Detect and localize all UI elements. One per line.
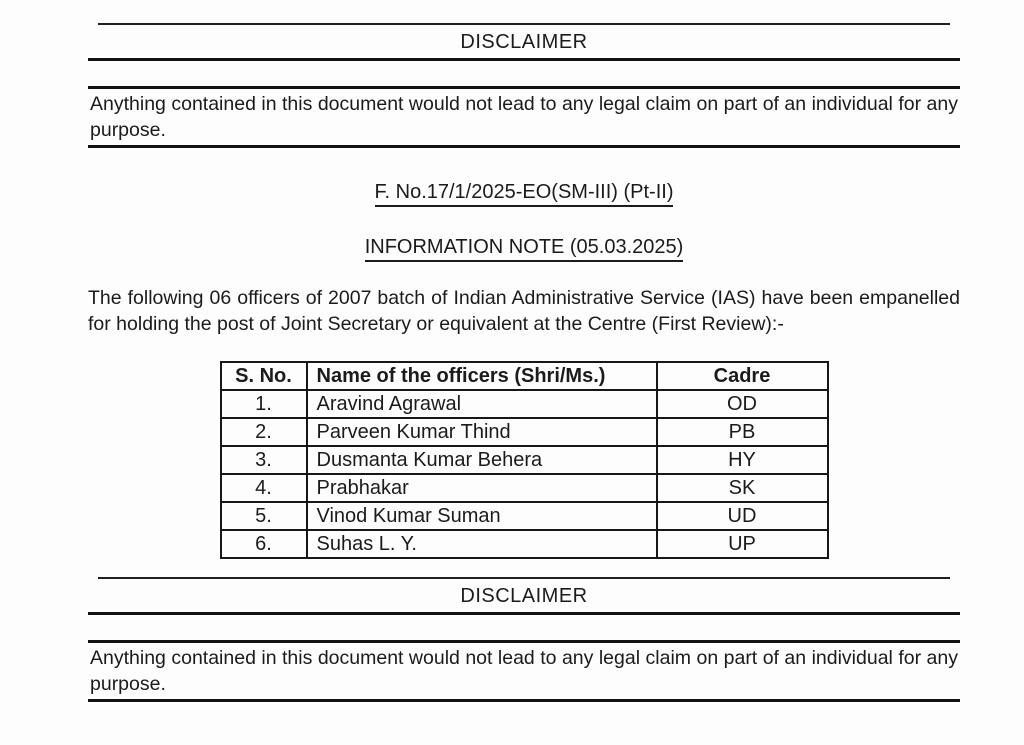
cell-name: Dusmanta Kumar Behera	[307, 446, 657, 474]
table-header-row	[221, 362, 828, 390]
spacer	[88, 61, 960, 86]
disclaimer-block-top	[88, 23, 960, 148]
information-note-heading	[88, 236, 960, 259]
cell-cadre: UP	[657, 530, 828, 558]
disclaimer-body: Anything contained in this document would not lead to any legal claim on part of an individual for any purpose.	[90, 647, 958, 695]
intro-paragraph: The following 06 officers of 2007 batch of Indian Administrative Service (IAS) have been empanelled for holding the post of Joint Secretary or equivalent at the Centre (First Review):-	[88, 287, 960, 335]
table-row	[221, 418, 828, 446]
divider-thick	[88, 699, 960, 702]
cell-name: Parveen Kumar Thind	[307, 418, 657, 446]
cell-cadre: HY	[657, 446, 828, 474]
cell-name: Suhas L. Y.	[307, 530, 657, 558]
header-name: Name of the officers (Shri/Ms.)	[307, 362, 657, 390]
table-row	[221, 474, 828, 502]
file-reference-heading	[88, 181, 960, 204]
file-reference-text: F. No.17/1/2025-EO(SM-III) (Pt-II)	[375, 181, 674, 207]
cell-name: Aravind Agrawal	[307, 390, 657, 418]
cell-cadre: PB	[657, 418, 828, 446]
table-row	[221, 390, 828, 418]
cell-cadre: OD	[657, 390, 828, 418]
header-cadre: Cadre	[657, 362, 828, 390]
cell-s-no: 6.	[221, 530, 307, 558]
cell-s-no: 4.	[221, 474, 307, 502]
table-row	[221, 502, 828, 530]
information-note-text: INFORMATION NOTE (05.03.2025)	[365, 236, 684, 262]
cell-name: Prabhakar	[307, 474, 657, 502]
cell-s-no: 3.	[221, 446, 307, 474]
table-row	[221, 446, 828, 474]
cell-s-no: 5.	[221, 502, 307, 530]
cell-cadre: UD	[657, 502, 828, 530]
cell-name: Vinod Kumar Suman	[307, 502, 657, 530]
table-row	[221, 530, 828, 558]
cell-s-no: 1.	[221, 390, 307, 418]
disclaimer-title: DISCLAIMER	[460, 31, 588, 53]
divider-thick	[88, 145, 960, 148]
disclaimer-title: DISCLAIMER	[460, 585, 588, 607]
disclaimer-body: Anything contained in this document would not lead to any legal claim on part of an individual for any purpose.	[90, 93, 958, 141]
cell-cadre: SK	[657, 474, 828, 502]
disclaimer-block-bottom	[88, 577, 960, 702]
spacer	[88, 615, 960, 640]
header-s-no: S. No.	[221, 362, 307, 390]
cell-s-no: 2.	[221, 418, 307, 446]
officers-table	[220, 361, 829, 559]
